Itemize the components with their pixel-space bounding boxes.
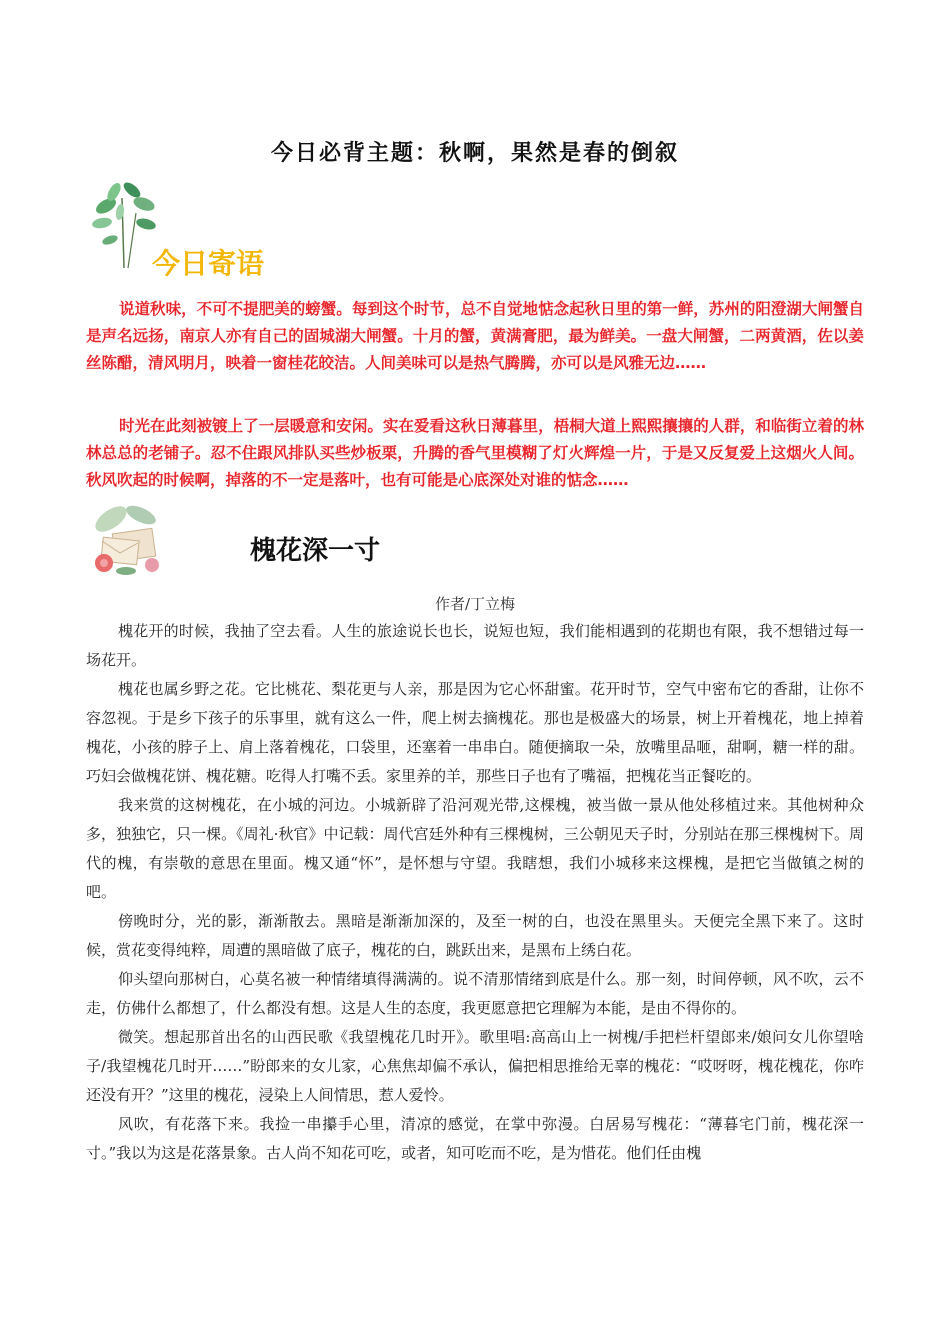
intro-paragraph: 时光在此刻被镀上了一层暖意和安闲。实在爱看这秋日薄暮里，梧桐大道上熙熙攘攘的人群，和临街立着的林林总总的老铺子。忍不住跟风排队买些炒板栗，升腾的香气里模糊了灯火辉煌一片，于是又反复爱上这烟火人间。秋风吹起的时候啊，掉落的不一定是落叶，也有可能是心底深处对谁的惦念……	[86, 417, 864, 489]
section-heading: 今日寄语	[152, 247, 265, 280]
essay-paragraph: 微笑。想起那首出名的山西民歌《我望槐花几时开》。歌里唱:高高山上一树槐/手把栏杆望郎来/娘问女儿你望啥子/我望槐花几时开……”盼郎来的女儿家，心焦焦却偏不承认，偏把相思推给无辜的槐花：“哎呀呀，槐花槐花，你咋还没有开？”这里的槐花，浸染上人间情思，惹人爱怜。	[86, 1028, 864, 1104]
essay-paragraph: 傍晚时分，光的影，渐渐散去。黑暗是渐渐加深的，及至一树的白，也没在黑里头。天便完全黑下来了。这时候，赏花变得纯粹，周遭的黑暗做了底子，槐花的白，跳跃出来，是黑布上绣白花。	[86, 912, 864, 959]
essay-title: 槐花深一寸	[250, 536, 381, 566]
letters-flowers-icon	[86, 497, 172, 582]
page-title: 今日必背主题：秋啊，果然是春的倒叙	[270, 140, 679, 166]
essay-paragraph: 风吹，有花落下来。我捡一串攥手心里，清凉的感觉，在掌中弥漫。白居易写槐花：“薄暮宅门前，槐花深一寸。”我以为这是花落景象。古人尚不知花可吃，或者，知可吃而不吃，是为惜花。他们任由槐	[86, 1115, 864, 1162]
essay-paragraph: 槐花开的时候，我抽了空去看。人生的旅途说长也长，说短也短，我们能相遇到的花期也有限，我不想错过每一场花开。	[86, 622, 864, 669]
essay-paragraph: 仰头望向那树白，心莫名被一种情绪填得满满的。说不清那情绪到底是什么。那一刻，时间停顿，风不吹，云不走，仿佛什么都想了，什么都没有想。这是人生的态度，我更愿意把它理解为本能，是由不得你的。	[86, 970, 864, 1017]
essay-paragraph: 我来赏的这树槐花，在小城的河边。小城新辟了沿河观光带,这棵槐，被当做一景从他处移植过来。其他树种众多，独独它，只一棵。《周礼·秋官》中记载：周代宫廷外种有三棵槐树，三公朝见天子时，分别站在那三棵槐树下。周代的槐，有崇敬的意思在里面。槐又通“怀”，是怀想与守望。我瞎想，我们小城移来这棵槐，是把它当做镇之树的吧。	[86, 796, 864, 901]
intro-paragraph: 说道秋味，不可不提肥美的螃蟹。每到这个时节，总不自觉地惦念起秋日里的第一鲜，苏州的阳澄湖大闸蟹自是声名远扬，南京人亦有自己的固城湖大闸蟹。十月的蟹，黄满膏肥，最为鲜美。一盘大闸蟹，二两黄酒，佐以姜丝陈醋，清风明月，映着一窗桂花皎洁。人间美味可以是热气腾腾，亦可以是风雅无边……	[86, 300, 864, 372]
essay-author: 作者/丁立梅	[434, 595, 516, 613]
essay-body	[86, 617, 864, 1168]
essay-paragraph: 槐花也属乡野之花。它比桃花、梨花更与人亲，那是因为它心怀甜蜜。花开时节，空气中密布它的香甜，让你不容忽视。于是乡下孩子的乐事里，就有这么一件，爬上树去摘槐花。那也是极盛大的场景，树上开着槐花，地上掉着槐花，小孩的脖子上、肩上落着槐花，口袋里，还塞着一串串白。随便摘取一朵，放嘴里品咂，甜啊，糖一样的甜。巧妇会做槐花饼、槐花糖。吃得人打嘴不丢。家里养的羊，那些日子也有了嘴福，把槐花当正餐吃的。	[86, 680, 864, 785]
